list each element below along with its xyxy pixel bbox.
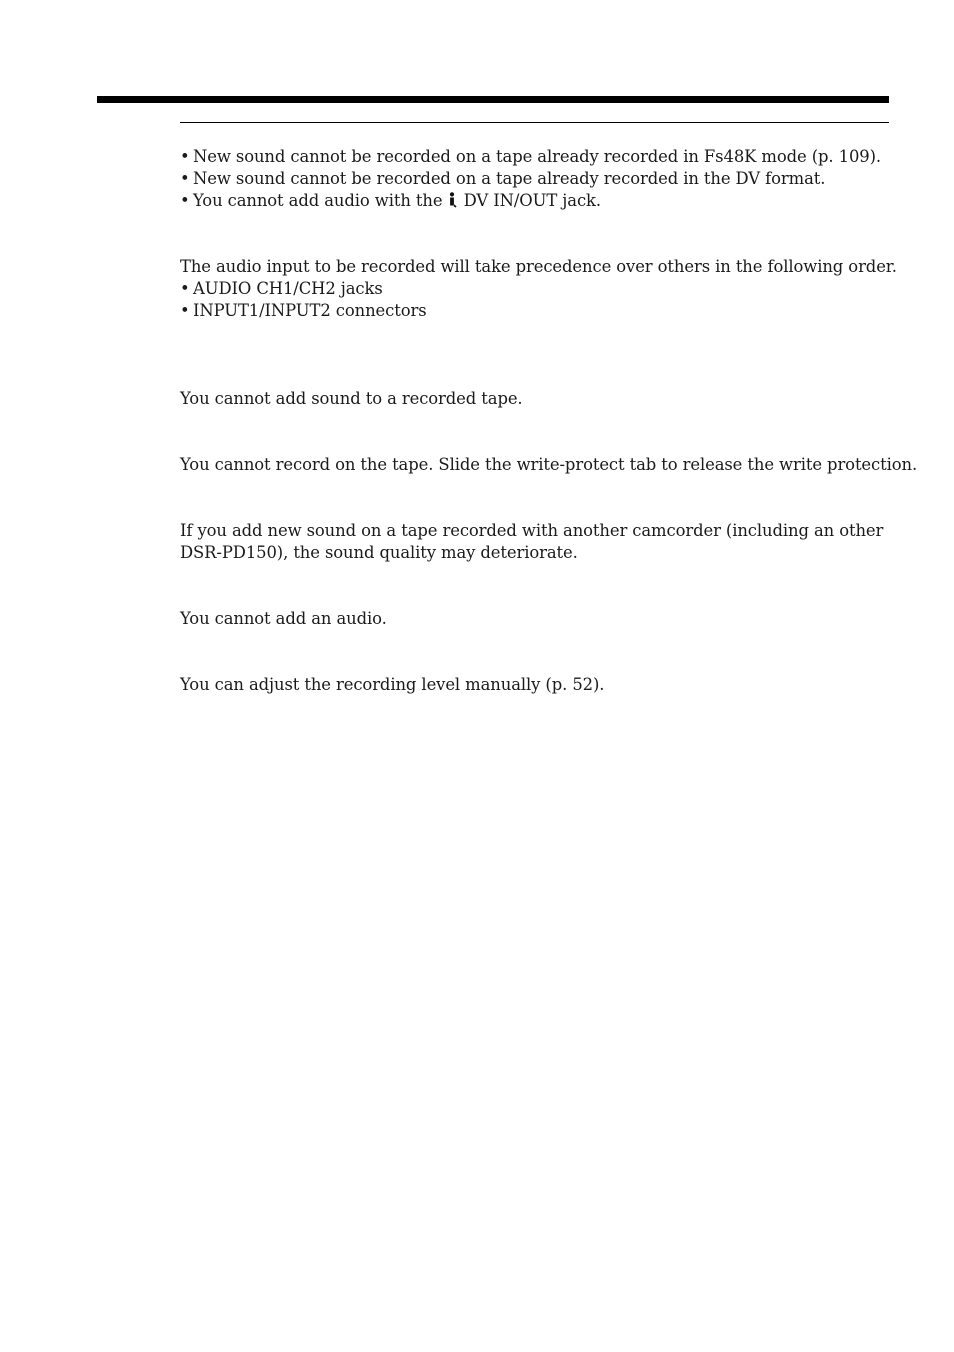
list-item: [180, 146, 895, 168]
precedence-intro: The audio input to be recorded will take precedence over others in the following order.: [180, 257, 897, 276]
bullet-mark: •: [180, 169, 190, 188]
bullet-mark: •: [180, 191, 190, 210]
list-item: [180, 278, 895, 300]
paragraph-sound-quality: If you add new sound on a tape recorded with another camcorder (including an other DSR-PD150), the sound quality may deteriorate.: [180, 521, 884, 562]
list-item-text: New sound cannot be recorded on a tape already recorded in Fs48K mode (p. 109).: [193, 147, 882, 166]
paragraph-recording-level: You can adjust the recording level manually (p. 52).: [180, 675, 605, 694]
precedence-list: [180, 278, 895, 322]
list-item: [180, 168, 895, 190]
list-item-text: INPUT1/INPUT2 connectors: [193, 301, 427, 320]
list-item-text-before: You cannot add audio with the: [193, 191, 448, 210]
bullet-mark: •: [180, 147, 190, 166]
page-content: [180, 146, 918, 696]
paragraph-recorded-tape: You cannot add sound to a recorded tape.: [180, 389, 523, 408]
list-item-text: AUDIO CH1/CH2 jacks: [193, 279, 383, 298]
list-item-text: New sound cannot be recorded on a tape already recorded in the DV format.: [193, 169, 826, 188]
list-item: [180, 190, 895, 212]
paragraph-cannot-add-audio: You cannot add an audio.: [180, 609, 387, 628]
notes-list: [180, 146, 895, 212]
header-thick-rule: [97, 96, 889, 103]
bullet-mark: •: [180, 279, 190, 298]
list-item-text-after: DV IN/OUT jack.: [458, 191, 601, 210]
header-thin-rule: [180, 122, 889, 123]
list-item: [180, 300, 895, 322]
paragraph-write-protect: You cannot record on the tape. Slide the write-protect tab to release the write protection.: [180, 455, 918, 474]
bullet-mark: •: [180, 301, 190, 320]
dv-i-link-icon: [448, 192, 457, 208]
